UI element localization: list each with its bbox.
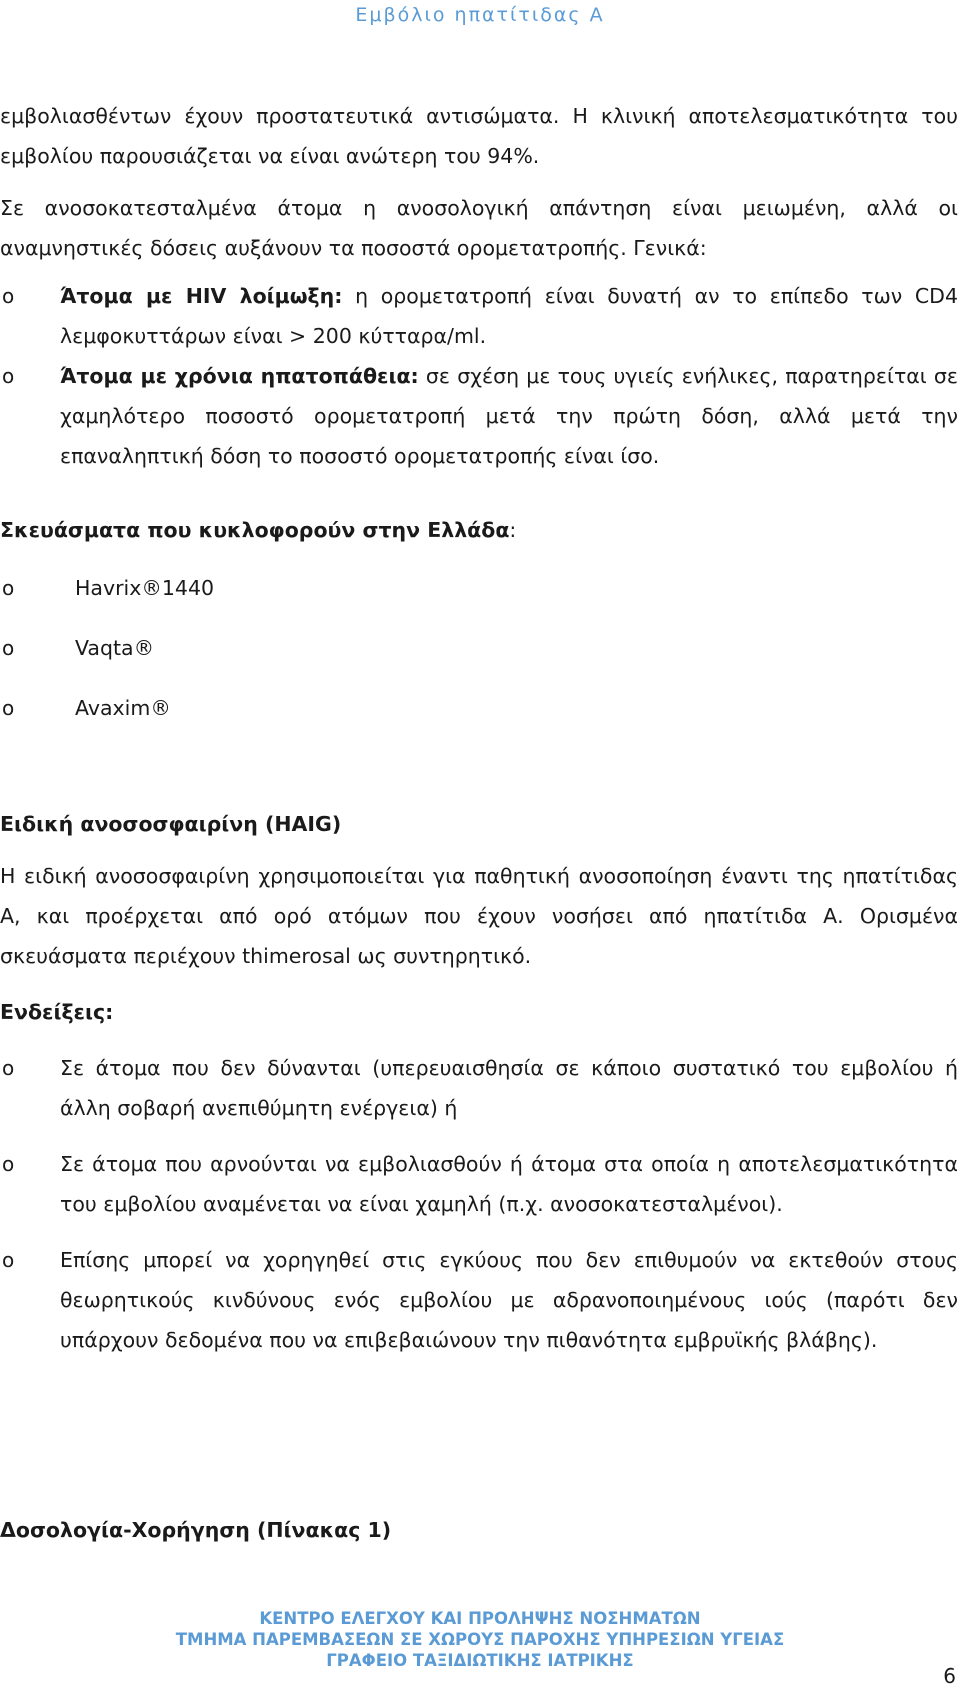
paragraph-efficacy: εμβολιασθέντων έχουν προστατευτικά αντισώματα. Η κλινική αποτελεσματικότητα του εμβολίου παρουσιάζεται να είναι ανώτερη του 94%.: [0, 104, 958, 168]
list-item-text: Επίσης μπορεί να χορηγηθεί στις εγκύους που δεν επιθυμούν να εκτεθούν στους θεωρητικούς κινδύνους ενός εμβολίου με αδρανοποιημένους ιούς (παρότι δεν υπάρχουν δεδομένα που να επιβεβαιώνουν την πιθανότητα εμβρυϊκής βλάβης).: [60, 1248, 958, 1352]
footer-line: ΓΡΑΦΕΙΟ ΤΑΞΙΔΙΩΤΙΚΗΣ ΙΑΤΡΙΚΗΣ: [326, 1651, 634, 1670]
bullet-icon: o: [2, 364, 15, 388]
bullet-icon: o: [2, 1248, 15, 1272]
bullet-icon: o: [2, 1056, 15, 1080]
bullet-icon: o: [2, 1152, 15, 1176]
products-list: [0, 568, 958, 728]
indications-heading: Ενδείξεις:: [0, 1000, 114, 1024]
products-heading-colon: :: [509, 518, 517, 542]
products-heading-text: Σκευάσματα που κυκλοφορούν στην Ελλάδα: [0, 518, 510, 542]
paragraph-immunocompromised: Σε ανοσοκατεσταλμένα άτομα η ανοσολογική απάντηση είναι μειωμένη, αλλά οι αναμνηστικές δόσεις αυξάνουν τα ποσοστά ορομετατροπής. Γενικά:: [0, 196, 958, 260]
dosage-heading: Δοσολογία-Χορήγηση (Πίνακας 1): [0, 1518, 392, 1542]
product-name: Vaqta®: [75, 636, 155, 660]
list-item-text: Σε άτομα που δεν δύνανται (υπερευαισθησία σε κάποιο συστατικό του εμβολίου ή άλλη σοβαρή ανεπιθύμητη ενέργεια) ή: [60, 1056, 958, 1120]
bullet-icon: o: [2, 636, 15, 660]
footer-line: ΚΕΝΤΡΟ ΕΛΕΓΧΟΥ ΚΑΙ ΠΡΟΛΗΨΗΣ ΝΟΣΗΜΑΤΩΝ: [259, 1609, 701, 1628]
bullet-icon: o: [2, 284, 15, 308]
footer-line: ΤΜΗΜΑ ΠΑΡΕΜΒΑΣΕΩΝ ΣΕ ΧΩΡΟΥΣ ΠΑΡΟΧΗΣ ΥΠΗΡΕΣΙΩΝ ΥΓΕΙΑΣ: [175, 1630, 785, 1649]
list-item-text: σε σχέση με τους υγιείς ενήλικες, παρατηρείται σε χαμηλότερο ποσοστό ορομετατροπή μετά την πρώτη δόση, αλλά μετά την επαναληπτική δόση το ποσοστό ορομετατροπής είναι ίσο.: [60, 364, 959, 468]
list-item: [0, 688, 958, 728]
list-item: [0, 1144, 958, 1224]
product-name: Avaxim®: [75, 696, 171, 720]
list-item: [0, 1240, 958, 1360]
haig-heading: Ειδική ανοσοσφαιρίνη (HAIG): [0, 812, 342, 836]
bullet-icon: o: [2, 576, 15, 600]
list-item-text: Σε άτομα που αρνούνται να εμβολιασθούν ή άτομα στα οποία η αποτελεσματικότητα του εμβολίου αναμένεται να είναι χαμηλή (π.χ. ανοσοκατεσταλμένοι).: [60, 1152, 958, 1216]
page-header: Εμβόλιο ηπατίτιδας Α: [355, 4, 605, 26]
list-item-text: η ορομετατροπή είναι δυνατή αν το επίπεδο των CD4 λεμφοκυττάρων είναι > 200 κύτταρα/ml.: [60, 284, 958, 348]
indications-list: [0, 1048, 958, 1360]
products-heading: [0, 510, 958, 550]
product-name: Havrix®1440: [75, 576, 215, 600]
bullet-icon: o: [2, 696, 15, 720]
document-body: [0, 96, 958, 1550]
list-item: [0, 356, 958, 476]
general-list: [0, 276, 958, 476]
page-footer: [0, 1608, 960, 1671]
haig-paragraph: Η ειδική ανοσοσφαιρίνη χρησιμοποιείται για παθητική ανοσοποίηση έναντι της ηπατίτιδας Α, και προέρχεται από ορό ατόμων που έχουν νοσήσει από ηπατίτιδα Α. Ορισμένα σκευάσματα περιέχουν thimerosal ως συντηρητικό.: [0, 864, 958, 968]
list-item: [0, 1048, 958, 1128]
page-number: 6: [943, 1664, 956, 1688]
list-item: [0, 276, 958, 356]
list-item: [0, 628, 958, 668]
list-item-bold: Άτομα με χρόνια ηπατοπάθεια:: [60, 364, 419, 388]
list-item: [0, 568, 958, 608]
list-item-bold: Άτομα με HIV λοίμωξη:: [60, 284, 343, 308]
